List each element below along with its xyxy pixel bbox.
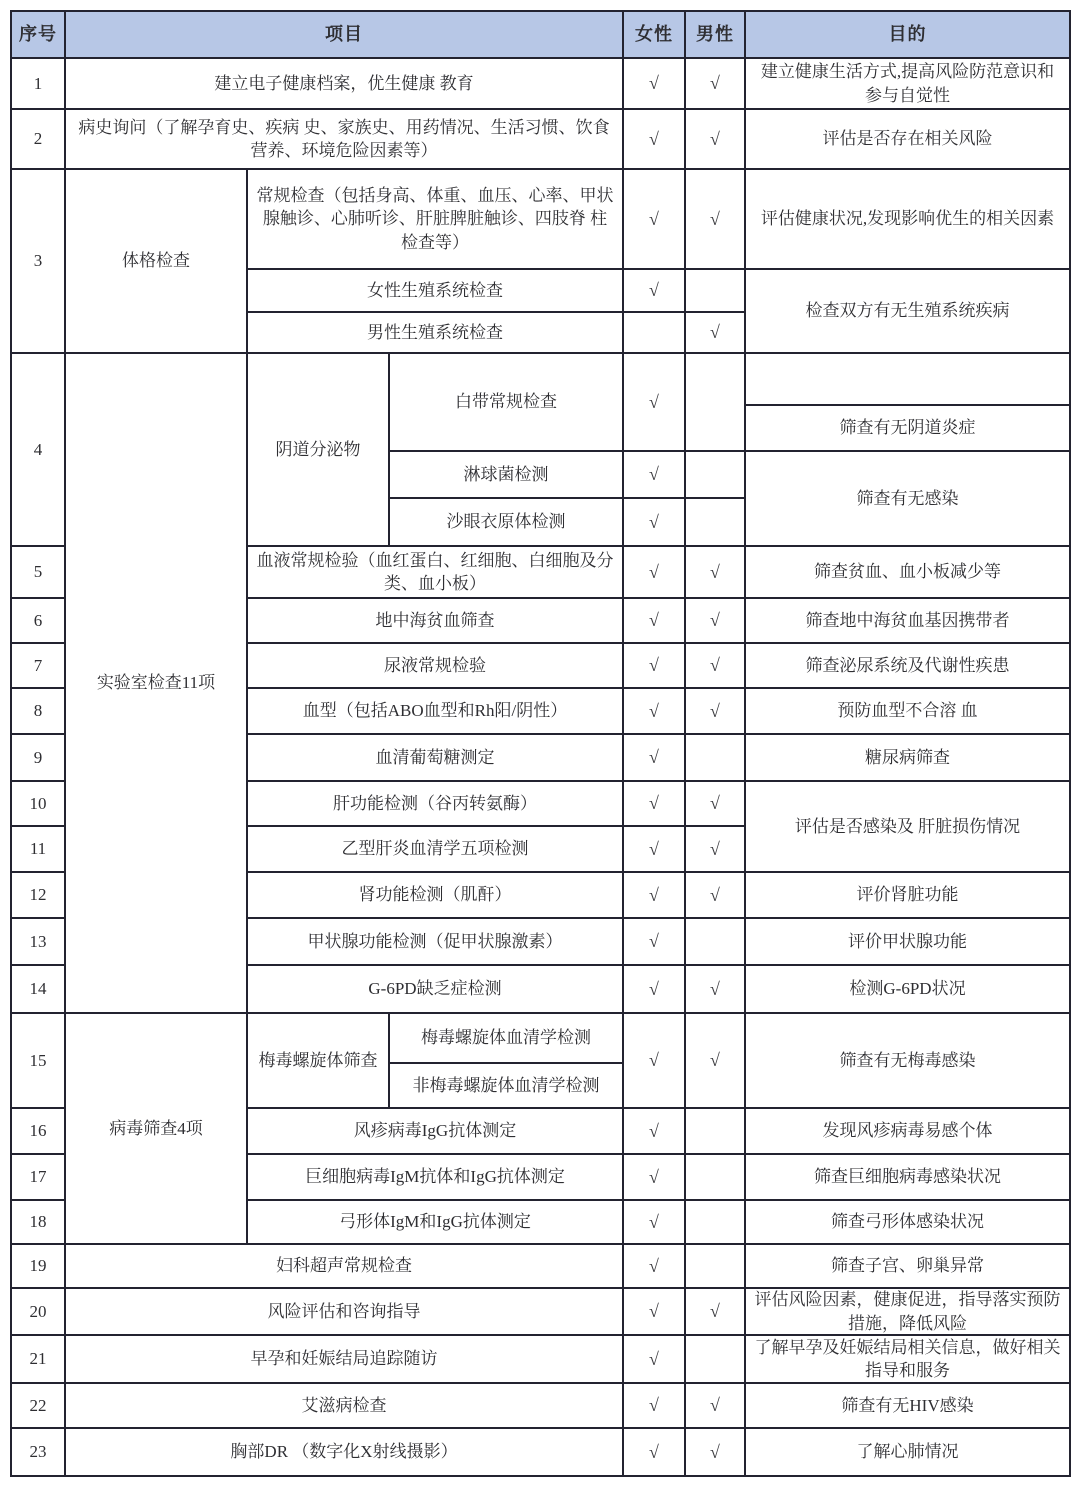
row5-no: 5: [12, 547, 66, 599]
row19-no: 19: [12, 1245, 66, 1289]
row4a-female-check: √: [624, 354, 686, 452]
row3a-purpose: 评估健康状况,发现影响优生的相关因素: [746, 170, 1071, 270]
row15b-item: 非梅毒螺旋体血清学检测: [390, 1064, 624, 1109]
row3b-item: 女性生殖系统检查: [248, 270, 624, 313]
row4a-item: 白带常规检查: [390, 354, 624, 452]
row20-purpose: 评估风险因素，健康促进，指导落实预防措施，降低风险: [746, 1289, 1071, 1336]
row7-male-check: √: [686, 644, 746, 689]
row4-no: 4: [12, 354, 66, 547]
row2-female-check: √: [624, 110, 686, 170]
row22-item: 艾滋病检查: [66, 1384, 624, 1429]
row6-no: 6: [12, 599, 66, 644]
row6-female-check: √: [624, 599, 686, 644]
row20-no: 20: [12, 1289, 66, 1336]
row4-purpose-vaginitis: 筛查有无阴道炎症: [746, 406, 1071, 452]
virus-screen-group-cell: 病毒筛查4项: [66, 1014, 248, 1245]
row9-female-check: √: [624, 735, 686, 782]
row7-purpose: 筛查泌尿系统及代谢性疾患: [746, 644, 1071, 689]
row5-purpose: 筛查贫血、血小板减少等: [746, 547, 1071, 599]
row15-purpose: 筛查有无梅毒感染: [746, 1014, 1071, 1109]
row11-no: 11: [12, 827, 66, 873]
row3-group-physical-exam: 体格检查: [66, 170, 248, 354]
row18-purpose: 筛查弓形体感染状况: [746, 1201, 1071, 1245]
row22-female-check: √: [624, 1384, 686, 1429]
row15-subgroup-syphilis: 梅毒螺旋体筛查: [248, 1014, 390, 1109]
row12-purpose: 评价肾脏功能: [746, 873, 1071, 919]
row22-purpose: 筛查有无HIV感染: [746, 1384, 1071, 1429]
row3-no: 3: [12, 170, 66, 354]
row2-item: 病史询问（了解孕育史、疾病 史、家族史、用药情况、生活习惯、饮食营养、环境危险因素等）: [66, 110, 624, 170]
header-female: 女性: [624, 12, 686, 59]
row3c-item: 男性生殖系统检查: [248, 313, 624, 354]
row3a-female-check: √: [624, 170, 686, 270]
row3a-male-check: √: [686, 170, 746, 270]
header-male: 男性: [686, 12, 746, 59]
row21-item: 早孕和妊娠结局追踪随访: [66, 1336, 624, 1384]
row10-no: 10: [12, 782, 66, 827]
row12-no: 12: [12, 873, 66, 919]
row11-female-check: √: [624, 827, 686, 873]
row9-male-check: [686, 735, 746, 782]
row20-item: 风险评估和咨询指导: [66, 1289, 624, 1336]
row4-purpose-gap: [746, 354, 1071, 406]
row2-no: 2: [12, 110, 66, 170]
row3a-item: 常规检查（包括身高、体重、血压、心率、甲状腺触诊、心肺听诊、肝脏脾脏触诊、四肢脊 柱检查等）: [248, 170, 624, 270]
row4b-female-check: √: [624, 452, 686, 499]
row18-male-check: [686, 1201, 746, 1245]
row14-male-check: √: [686, 966, 746, 1014]
row21-no: 21: [12, 1336, 66, 1384]
row4c-female-check: √: [624, 499, 686, 547]
row22-male-check: √: [686, 1384, 746, 1429]
row13-item: 甲状腺功能检测（促甲状腺激素）: [248, 919, 624, 966]
row20-female-check: √: [624, 1289, 686, 1336]
row11-male-check: √: [686, 827, 746, 873]
row8-purpose: 预防血型不合溶 血: [746, 689, 1071, 735]
row10-female-check: √: [624, 782, 686, 827]
row7-item: 尿液常规检验: [248, 644, 624, 689]
row14-female-check: √: [624, 966, 686, 1014]
row16-male-check: [686, 1109, 746, 1155]
row4a-male-check: [686, 354, 746, 452]
row1-item: 建立电子健康档案，优生健康 教育: [66, 59, 624, 110]
row23-female-check: √: [624, 1429, 686, 1477]
row4-purpose-infection: 筛查有无感染: [746, 452, 1071, 547]
row5-female-check: √: [624, 547, 686, 599]
row17-purpose: 筛查巨细胞病毒感染状况: [746, 1155, 1071, 1201]
row7-female-check: √: [624, 644, 686, 689]
row16-item: 风疹病毒IgG抗体测定: [248, 1109, 624, 1155]
row17-no: 17: [12, 1155, 66, 1201]
row16-female-check: √: [624, 1109, 686, 1155]
header-no: 序号: [12, 12, 66, 59]
row4c-item: 沙眼衣原体检测: [390, 499, 624, 547]
row9-purpose: 糖尿病筛查: [746, 735, 1071, 782]
row16-purpose: 发现风疹病毒易感个体: [746, 1109, 1071, 1155]
row14-no: 14: [12, 966, 66, 1014]
row15-male-check: √: [686, 1014, 746, 1109]
row21-male-check: [686, 1336, 746, 1384]
lab-tests-group-cell: 实验室检查11项: [66, 354, 248, 1014]
row8-female-check: √: [624, 689, 686, 735]
row9-no: 9: [12, 735, 66, 782]
row4c-male-check: [686, 499, 746, 547]
row15-no: 15: [12, 1014, 66, 1109]
row7-no: 7: [12, 644, 66, 689]
row3-shared-purpose: 检查双方有无生殖系统疾病: [746, 270, 1071, 354]
row2-male-check: √: [686, 110, 746, 170]
row15a-item: 梅毒螺旋体血清学检测: [390, 1014, 624, 1064]
row4b-item: 淋球菌检测: [390, 452, 624, 499]
row13-purpose: 评价甲状腺功能: [746, 919, 1071, 966]
row3c-male-check: √: [686, 313, 746, 354]
row12-item: 肾功能检测（肌酐）: [248, 873, 624, 919]
row10-male-check: √: [686, 782, 746, 827]
row5-item: 血液常规检验（血红蛋白、红细胞、白细胞及分类、血小板）: [248, 547, 624, 599]
row10-11-shared-purpose: 评估是否感染及 肝脏损伤情况: [746, 782, 1071, 873]
row19-item: 妇科超声常规检查: [66, 1245, 624, 1289]
row17-male-check: [686, 1155, 746, 1201]
row1-female-check: √: [624, 59, 686, 110]
premarital-checkup-table: [10, 10, 1071, 1477]
row21-purpose: 了解早孕及妊娠结局相关信息，做好相关指导和服务: [746, 1336, 1071, 1384]
row13-male-check: [686, 919, 746, 966]
row19-female-check: √: [624, 1245, 686, 1289]
row8-item: 血型（包括ABO血型和Rh阳/阴性）: [248, 689, 624, 735]
row23-item: 胸部DR （数字化X射线摄影）: [66, 1429, 624, 1477]
row4-subgroup-vaginal-secretion: 阴道分泌物: [248, 354, 390, 547]
row9-item: 血清葡萄糖测定: [248, 735, 624, 782]
row20-male-check: √: [686, 1289, 746, 1336]
row3c-female-check: [624, 313, 686, 354]
row10-item: 肝功能检测（谷丙转氨酶）: [248, 782, 624, 827]
row16-no: 16: [12, 1109, 66, 1155]
row12-male-check: √: [686, 873, 746, 919]
row19-male-check: [686, 1245, 746, 1289]
row23-no: 23: [12, 1429, 66, 1477]
row6-item: 地中海贫血筛查: [248, 599, 624, 644]
row2-purpose: 评估是否存在相关风险: [746, 110, 1071, 170]
row17-item: 巨细胞病毒IgM抗体和IgG抗体测定: [248, 1155, 624, 1201]
row4b-male-check: [686, 452, 746, 499]
row12-female-check: √: [624, 873, 686, 919]
row1-purpose: 建立健康生活方式,提高风险防范意识和参与自觉性: [746, 59, 1071, 110]
row5-male-check: √: [686, 547, 746, 599]
row3b-female-check: √: [624, 270, 686, 313]
header-purpose: 目的: [746, 12, 1071, 59]
header-item: 项目: [66, 12, 624, 59]
row8-male-check: √: [686, 689, 746, 735]
row6-male-check: √: [686, 599, 746, 644]
row22-no: 22: [12, 1384, 66, 1429]
row21-female-check: √: [624, 1336, 686, 1384]
row6-purpose: 筛查地中海贫血基因携带者: [746, 599, 1071, 644]
row8-no: 8: [12, 689, 66, 735]
row14-purpose: 检测G-6PD状况: [746, 966, 1071, 1014]
row1-no: 1: [12, 59, 66, 110]
row15-female-check: √: [624, 1014, 686, 1109]
row18-no: 18: [12, 1201, 66, 1245]
row19-purpose: 筛查子宫、卵巢异常: [746, 1245, 1071, 1289]
row14-item: G-6PD缺乏症检测: [248, 966, 624, 1014]
row23-male-check: √: [686, 1429, 746, 1477]
row11-item: 乙型肝炎血清学五项检测: [248, 827, 624, 873]
row18-item: 弓形体IgM和IgG抗体测定: [248, 1201, 624, 1245]
row3b-male-check: [686, 270, 746, 313]
row18-female-check: √: [624, 1201, 686, 1245]
row13-no: 13: [12, 919, 66, 966]
row23-purpose: 了解心肺情况: [746, 1429, 1071, 1477]
row13-female-check: √: [624, 919, 686, 966]
row17-female-check: √: [624, 1155, 686, 1201]
row1-male-check: √: [686, 59, 746, 110]
